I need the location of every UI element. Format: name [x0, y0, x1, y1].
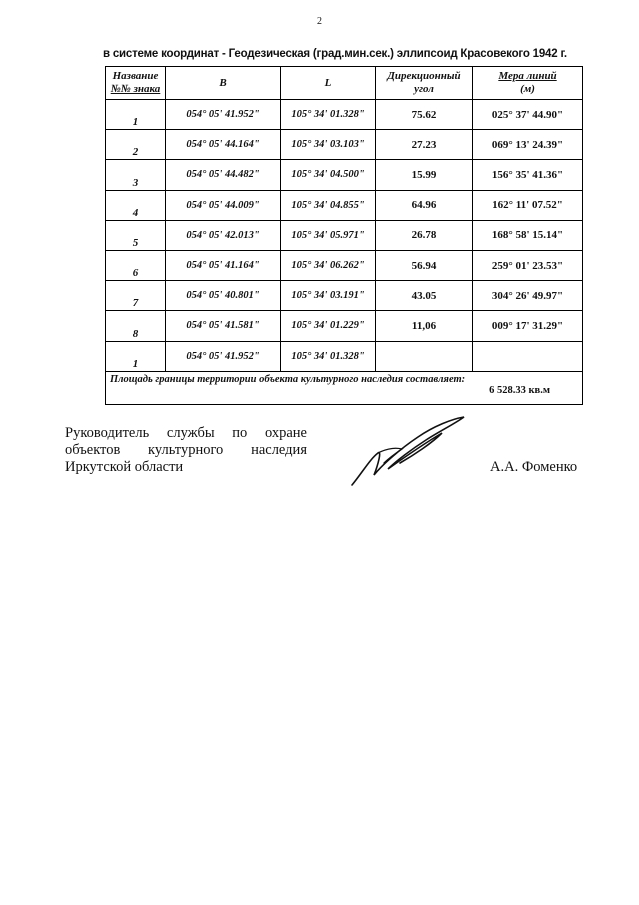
latitude-b-cell: 054° 05' 42.013" — [166, 220, 281, 250]
point-number-cell: 1 — [106, 100, 166, 130]
direction-angle-cell: 15.99 — [376, 160, 473, 190]
longitude-l-cell: 105° 34' 04.855" — [281, 190, 376, 220]
area-row — [106, 371, 583, 404]
line-measure-cell: 304° 26' 49.97" — [473, 281, 583, 311]
latitude-b-cell: 054° 05' 41.952" — [166, 341, 281, 371]
header-l: L — [281, 67, 376, 100]
direction-angle-cell: 43.05 — [376, 281, 473, 311]
line-measure-cell: 259° 01' 23.53" — [473, 250, 583, 280]
position-title: Руководитель службы по охране объектов культурного наследия Иркутской области — [65, 425, 307, 475]
longitude-l-cell: 105° 34' 01.328" — [281, 100, 376, 130]
direction-angle-cell: 64.96 — [376, 190, 473, 220]
handwritten-signature — [348, 413, 468, 493]
latitude-b-cell: 054° 05' 40.801" — [166, 281, 281, 311]
line-measure-cell: 025° 37' 44.90" — [473, 100, 583, 130]
point-number-cell: 5 — [106, 220, 166, 250]
table-row — [106, 160, 583, 190]
point-number-cell: 7 — [106, 281, 166, 311]
latitude-b-cell: 054° 05' 44.164" — [166, 130, 281, 160]
point-number-cell: 6 — [106, 250, 166, 280]
header-direction-line1: Дирекционный — [387, 70, 461, 82]
longitude-l-cell: 105° 34' 04.500" — [281, 160, 376, 190]
latitude-b-cell: 054° 05' 44.009" — [166, 190, 281, 220]
coordinates-table — [105, 66, 583, 405]
table-header-row — [106, 67, 583, 100]
page-number: 2 — [317, 16, 322, 27]
longitude-l-cell: 105° 34' 05.971" — [281, 220, 376, 250]
direction-angle-cell: 75.62 — [376, 100, 473, 130]
header-measure-line1: Мера линий — [498, 70, 557, 82]
header-measure-line2: (м) — [520, 83, 535, 95]
header-line-measure — [473, 67, 583, 100]
table-row — [106, 190, 583, 220]
area-label: Площадь границы территории объекта культурного наследия составляет: — [110, 373, 466, 385]
direction-angle-cell: 11,06 — [376, 311, 473, 341]
line-measure-cell: 168° 58' 15.14" — [473, 220, 583, 250]
table-row — [106, 250, 583, 280]
direction-angle-cell: 56.94 — [376, 250, 473, 280]
header-direction-angle — [376, 67, 473, 100]
header-point-name — [106, 67, 166, 100]
area-cell — [106, 371, 583, 404]
direction-angle-cell: 27.23 — [376, 130, 473, 160]
point-number-cell: 2 — [106, 130, 166, 160]
table-row — [106, 100, 583, 130]
latitude-b-cell: 054° 05' 41.581" — [166, 311, 281, 341]
header-direction-line2: угол — [414, 83, 434, 95]
line-measure-cell: 156° 35' 41.36" — [473, 160, 583, 190]
line-measure-cell: 162° 11' 07.52" — [473, 190, 583, 220]
table-row — [106, 130, 583, 160]
area-value: 6 528.33 кв.м — [489, 384, 550, 396]
longitude-l-cell: 105° 34' 01.328" — [281, 341, 376, 371]
point-number-cell: 1 — [106, 341, 166, 371]
header-b: B — [166, 67, 281, 100]
table-row — [106, 311, 583, 341]
direction-angle-cell: 26.78 — [376, 220, 473, 250]
point-number-cell: 8 — [106, 311, 166, 341]
direction-angle-cell — [376, 341, 473, 371]
point-number-cell: 4 — [106, 190, 166, 220]
coordinate-system-caption: в системе координат - Геодезическая (град.мин.сек.) эллипсоид Красовекого 1942 г. — [103, 48, 567, 60]
latitude-b-cell: 054° 05' 44.482" — [166, 160, 281, 190]
longitude-l-cell: 105° 34' 06.262" — [281, 250, 376, 280]
line-measure-cell: 069° 13' 24.39" — [473, 130, 583, 160]
table-row — [106, 281, 583, 311]
latitude-b-cell: 054° 05' 41.164" — [166, 250, 281, 280]
table-row — [106, 341, 583, 371]
longitude-l-cell: 105° 34' 03.103" — [281, 130, 376, 160]
point-number-cell: 3 — [106, 160, 166, 190]
header-point-name-line1: Название — [112, 70, 159, 82]
signer-name: А.А. Фоменко — [490, 459, 578, 475]
header-point-name-line2: №№ знака — [110, 83, 161, 95]
table-row — [106, 220, 583, 250]
longitude-l-cell: 105° 34' 01.229" — [281, 311, 376, 341]
latitude-b-cell: 054° 05' 41.952" — [166, 100, 281, 130]
line-measure-cell: 009° 17' 31.29" — [473, 311, 583, 341]
longitude-l-cell: 105° 34' 03.191" — [281, 281, 376, 311]
line-measure-cell — [473, 341, 583, 371]
